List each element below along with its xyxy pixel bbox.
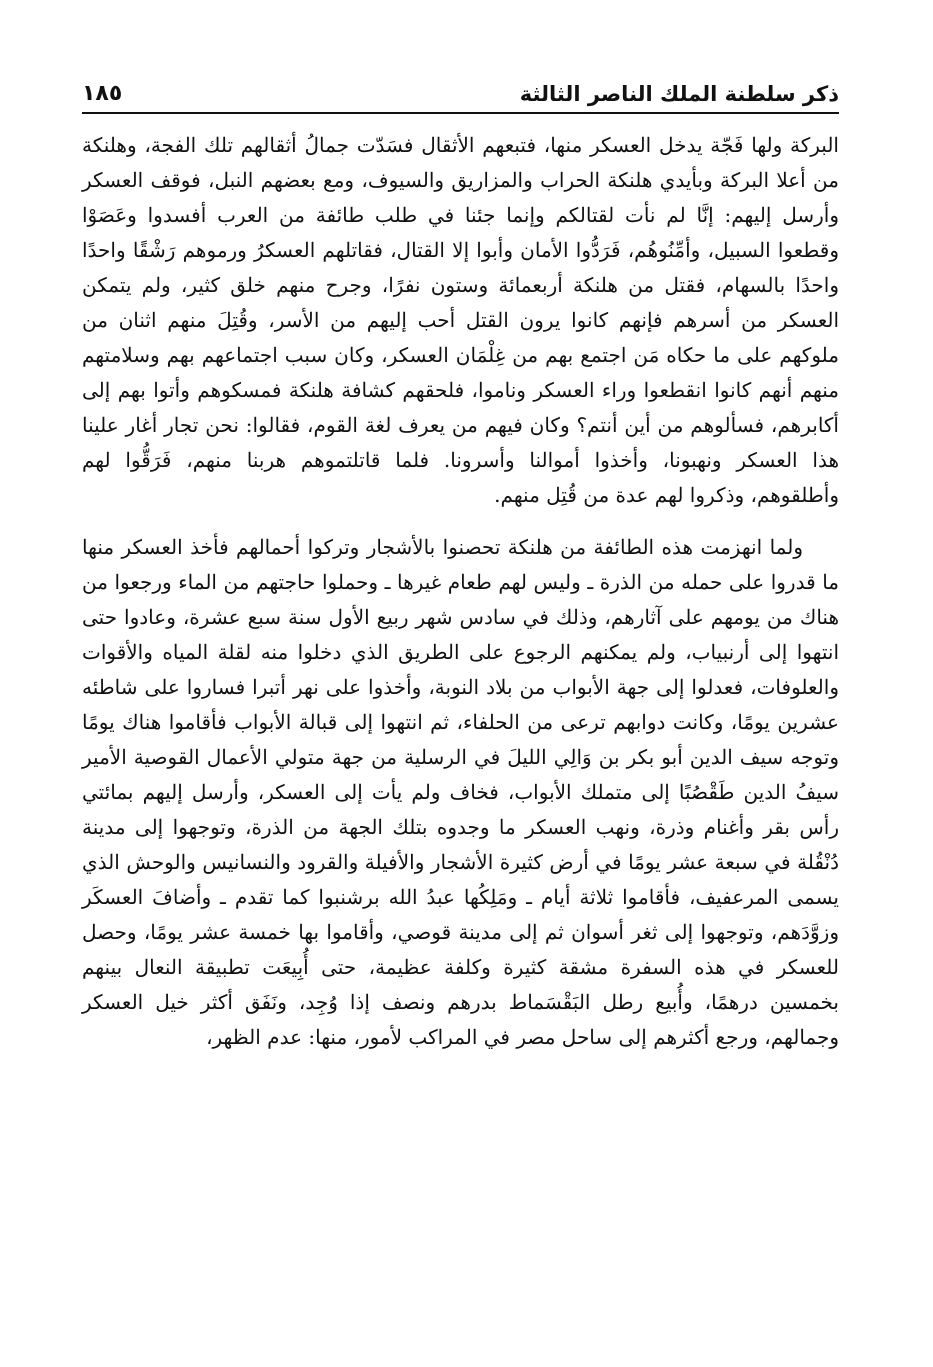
page-number: ١٨٥ — [82, 81, 123, 106]
body-text — [82, 128, 839, 1055]
page-header — [82, 70, 839, 114]
running-title: ذكر سلطنة الملك الناصر الثالثة — [519, 82, 839, 106]
paragraph-2: ولما انهزمت هذه الطائفة من هلنكة تحصنوا بالأشجار وتركوا أحمالهم فأخذ العسكر منها ما قدروا على حمله من الذرة ـ وليس لهم طعام غيرها ـ وحملوا حاجتهم من الماء ورجعوا من هناك من يومهم على آثارهم، وذلك في سادس شهر ربيع الأول سنة سبع عشرة، وعادوا حتى انتهوا إلى أرنبياب، ولم يمكنهم الرجوع على الطريق الذي دخلوا منه لقلة المياه والأقوات والعلوفات، فعدلوا إلى جهة الأبواب من بلاد النوبة، وأخذوا على نهر أتبرا فساروا على شاطئه عشرين يومًا، وكانت دوابهم ترعى من الحلفاء، ثم انتهوا إلى قبالة الأبواب فأقاموا هناك يومًا وتوجه سيف الدين أبو بكر بن وَالِي الليلَ في الرسلية من جهة متولي الأعمال القوصية الأمير سيفُ الدين طَقْصُبًا إلى متملك الأبواب، فخاف ولم يأت إلى العسكر، وأرسل إليهم بمائتي رأس بقر وأغنام وذرة، ونهب العسكر ما وجدوه بتلك الجهة من الذرة، وتوجهوا إلى مدينة دُنْقُلة في سبعة عشر يومًا في أرض كثيرة الأشجار والأفيلة والقرود والنسانيس والوحش الذي يسمى المرعفيف، فأقاموا ثلاثة أيام ـ ومَلِكُها عبدُ الله برشنبوا كما تقدم ـ وأضافَ العسكَر وزوَّدَهم، وتوجهوا إلى ثغر أسوان ثم إلى مدينة قوصي، وأقاموا بها خمسة عشر يومًا، وحصل للعسكر في هذه السفرة مشقة كثيرة وكلفة عظيمة، حتى أُبِيعَت تطبيقة النعال بينهم بخمسين درهمًا، وأُبيع رطل البَقْسَماط بدرهم ونصف إذا وُجِد، ونَفَق أكثر خيل العسكر وجمالهم، ورجع أكثرهم إلى ساحل مصر في المراكب لأمور، منها: عدم الظهر، — [82, 535, 839, 1049]
paragraph-1: البركة ولها فَجّة يدخل العسكر منها، فتبعهم الأثقال فسَدّت جمالُ أثقالهم تلك الفجة، وهلنكة من أعلا البركة وبأيدي هلنكة الحراب والمزاريق والسيوف، ومع بعضهم النبل، فوقف العسكر وأرسل إليهم: إنَّا لم نأت لقتالكم وإنما جئنا في طلب طائفة من العرب أفسدوا وعَصَوْا وقطعوا السبيل، وأمِّنُوهُم، فَرَدُّوا الأمان وأبوا إلا القتال، فقاتلهم العسكرُ ورموهم رَشْقًا واحدًا واحدًا بالسهام، فقتل من هلنكة أربعمائة وستون نفرًا، وجرح منهم خلق كثير، ولم يتمكن العسكر من أسرهم فإنهم كانوا يرون القتل أحب إليهم من الأسر، وقُتِلَ منهم اثنان من ملوكهم على ما حكاه مَن اجتمع بهم من غِلْمَان العسكر، وكان سبب اجتماعهم بهم وسلامتهم منهم أنهم كانوا انقطعوا وراء العسكر وناموا، فلحقهم كشافة هلنكة فمسكوهم وأتوا بهم إلى أكابرهم، فسألوهم من أين أنتم؟ وكان فيهم من يعرف لغة القوم، فقالوا: نحن تجار أغار علينا هذا العسكر ونهبونا، وأخذوا أموالنا وأسرونا. فلما قاتلتموهم هربنا منهم، فَرَقُّوا لهم وأطلقوهم، وذكروا لهم عدة من قُتِل منهم. — [82, 133, 840, 507]
